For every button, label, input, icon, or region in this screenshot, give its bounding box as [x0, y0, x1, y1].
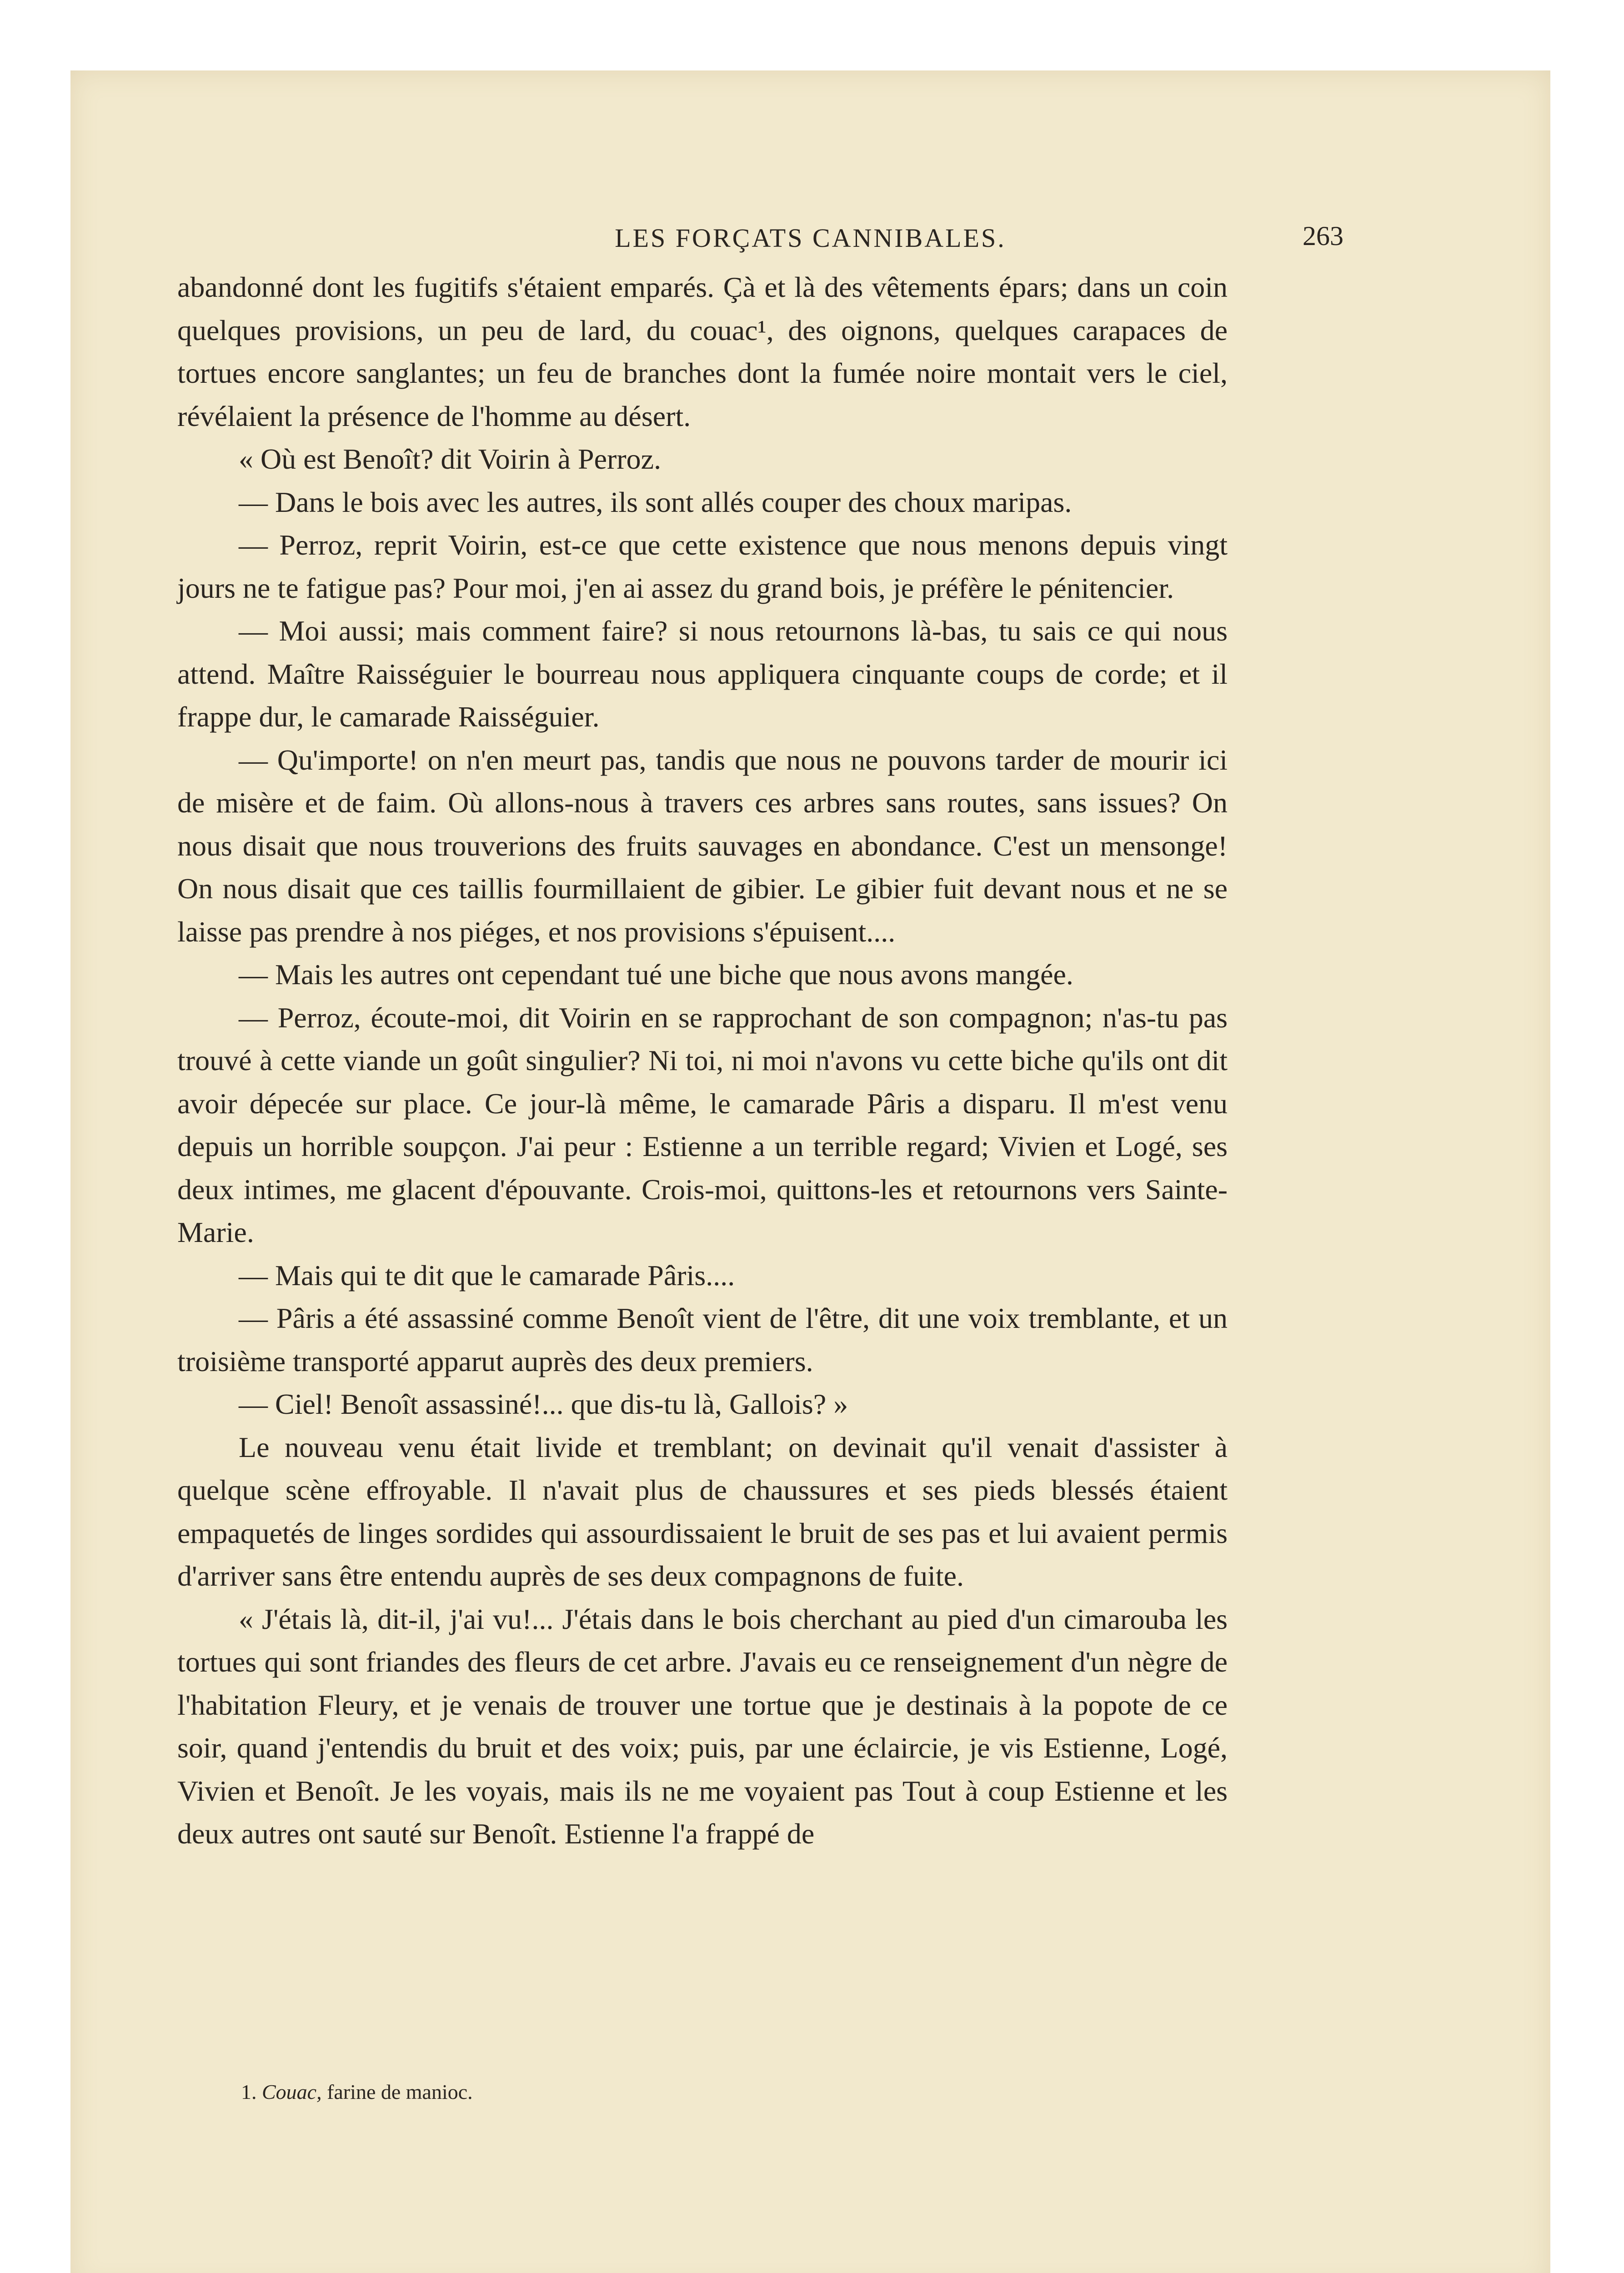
page-header — [70, 214, 1550, 268]
running-title: LES FORÇATS CANNIBALES. — [615, 223, 1006, 253]
book-page — [70, 70, 1550, 2273]
paragraph: — Qu'importe! on n'en meurt pas, tandis que nous ne pouvons tarder de mourir ici de misère et de faim. Où allons-nous à travers ces arbres sans routes, sans issues? On nous disait que nous trouverions des fruits sauvages en abondance. C'est un mensonge! On nous disait que ces taillis fourmillaient de gibier. Le gibier fuit devant nous et ne se laisse pas prendre à nos piéges, et nos provisions s'épuisent.... — [177, 743, 1228, 948]
body-text — [177, 266, 1228, 1856]
paragraph: — Moi aussi; mais comment faire? si nous retournons là-bas, tu sais ce qui nous attend. Maître Raisséguier le bourreau nous appliquera cinquante coups de corde; et il frappe dur, le camarade Raisséguier. — [177, 615, 1228, 733]
footnote-text: farine de manioc. — [327, 2080, 473, 2103]
footnote — [241, 2080, 473, 2104]
paragraph: — Mais les autres ont cependant tué une biche que nous avons mangée. — [239, 958, 1073, 991]
paragraph: — Perroz, reprit Voirin, est-ce que cette existence que nous menons depuis vingt jours ne te fatigue pas? Pour moi, j'en ai assez du grand bois, je préfère le pénitencier. — [177, 529, 1228, 604]
paragraph: Le nouveau venu était livide et tremblant; on devinait qu'il venait d'assister à quelque scène effroyable. Il n'avait plus de chaussures et ses pieds blessés étaient empaquetés de linges sordides qui assourdissaient le bruit de ses pas et lui avaient permis d'arriver sans être entendu auprès de ses deux compagnons de fuite. — [177, 1431, 1228, 1592]
paragraph: — Ciel! Benoît assassiné!... que dis-tu là, Gallois? » — [239, 1388, 848, 1420]
paragraph: — Dans le bois avec les autres, ils sont allés couper des choux maripas. — [239, 486, 1072, 518]
paragraph: — Mais qui te dit que le camarade Pâris.... — [239, 1259, 735, 1292]
page-number: 263 — [1303, 221, 1343, 251]
paragraph: « Où est Benoît? dit Voirin à Perroz. — [239, 443, 662, 475]
paragraph: — Perroz, écoute-moi, dit Voirin en se rapprochant de son compagnon; n'as-tu pas trouvé à cette viande un goût singulier? Ni toi, ni moi n'avons vu cette biche qu'ils ont dit avoir dépecée sur place. Ce jour-là même, le camarade Pâris a disparu. Il m'est venu depuis un horrible soupçon. J'ai peur : Estienne a un terrible regard; Vivien et Logé, ses deux intimes, me glacent d'épouvante. Crois-moi, quittons-les et retournons vers Sainte-Marie. — [177, 1001, 1228, 1248]
paragraph: abandonné dont les fugitifs s'étaient emparés. Çà et là des vêtements épars; dans un coin quelques provisions, un peu de lard, du couac¹, des oignons, quelques carapaces de tortues encore sanglantes; un feu de branches dont la fumée noire montait vers le ciel, révélaient la présence de l'homme au désert. — [177, 271, 1228, 432]
footnote-marker: 1. — [241, 2080, 257, 2103]
footnote-term: Couac, — [262, 2080, 322, 2103]
paragraph: — Pâris a été assassiné comme Benoît vient de l'être, dit une voix tremblante, et un troisième transporté apparut auprès des deux premiers. — [177, 1302, 1228, 1377]
paragraph: « J'étais là, dit-il, j'ai vu!... J'étais dans le bois cherchant au pied d'un cimarouba les tortues qui sont friandes des fleurs de cet arbre. J'avais eu ce renseignement d'un nègre de l'habitation Fleury, et je venais de trouver une tortue que je destinais à la popote de ce soir, quand j'entendis du bruit et des voix; puis, par une éclaircie, je vis Estienne, Logé, Vivien et Benoît. Je les voyais, mais ils ne me voyaient pas Tout à coup Estienne et les deux autres ont sauté sur Benoît. Estienne l'a frappé de — [177, 1602, 1228, 1850]
